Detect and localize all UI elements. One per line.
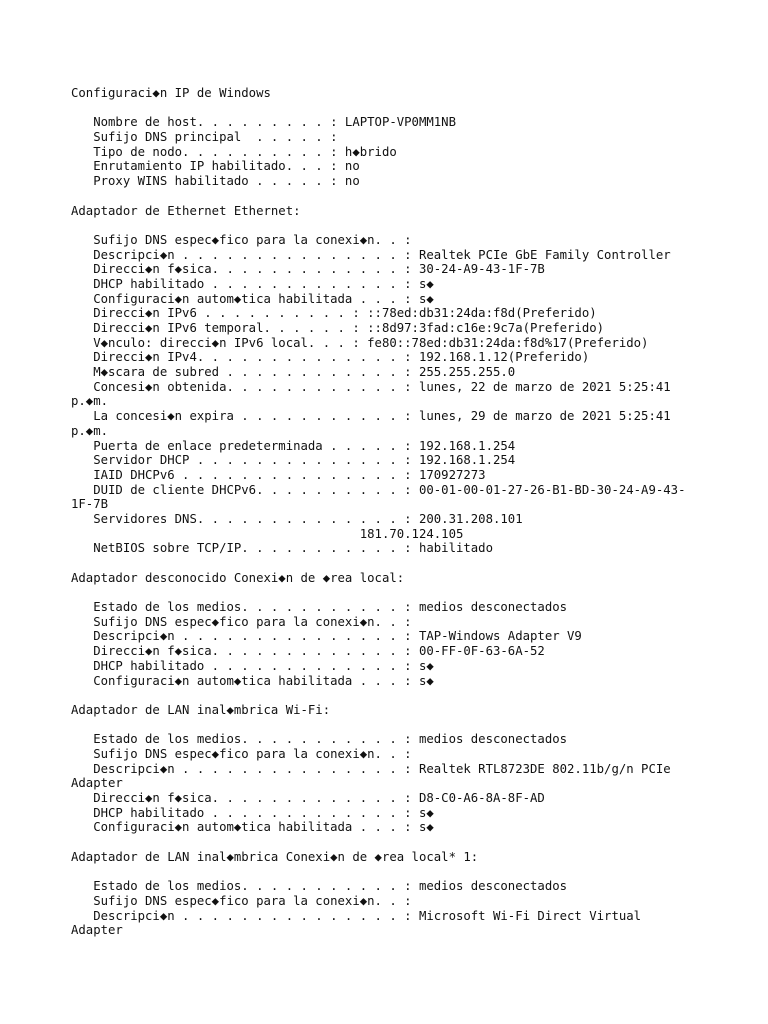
config-line: Servidor DHCP . . . . . . . . . . . . . . : 192.168.1.254 [71, 453, 516, 468]
spacer [71, 189, 761, 204]
node-type-line: Tipo de nodo. . . . . . . . . . : h◆brido [71, 144, 397, 159]
section-header: Adaptador de LAN inal◆mbrica Wi-Fi: [71, 702, 331, 717]
config-line: DHCP habilitado . . . . . . . . . . . . . : s◆ [71, 805, 434, 820]
config-line-wrap: 1F-7B [71, 497, 109, 512]
section-header: Adaptador desconocido Conexi◆n de ◆rea local: [71, 570, 405, 585]
config-line-continued: 181.70.124.105 [71, 526, 464, 541]
config-line: V◆nculo: direcci◆n IPv6 local. . . : fe80::78ed:db31:24da:f8d%17(Preferido) [71, 335, 649, 350]
config-line: Estado de los medios. . . . . . . . . . . : medios desconectados [71, 879, 568, 894]
spacer [71, 718, 761, 733]
spacer [71, 835, 761, 850]
config-line-wrap: p.◆m. [71, 423, 109, 438]
config-line-wrap: Adapter [71, 923, 123, 938]
config-line: Configuraci◆n autom◆tica habilitada . . . : s◆ [71, 820, 434, 835]
ethernet-section [71, 204, 761, 557]
config-line: Sufijo DNS espec◆fico para la conexi◆n. . : [71, 746, 412, 761]
ipconfig-output [71, 86, 761, 938]
config-line: Estado de los medios. . . . . . . . . . . : medios desconectados [71, 600, 568, 615]
config-line: Descripci◆n . . . . . . . . . . . . . . . : Realtek PCIe GbE Family Controller [71, 247, 671, 262]
config-line: Sufijo DNS espec◆fico para la conexi◆n. . : [71, 893, 412, 908]
config-line: La concesi◆n expira . . . . . . . . . . . : lunes, 29 de marzo de 2021 5:25:41 [71, 409, 671, 424]
global-section [71, 115, 761, 188]
config-line: Direcci◆n f◆sica. . . . . . . . . . . . . : 00-FF-0F-63-6A-52 [71, 644, 545, 659]
wins-proxy-line: Proxy WINS habilitado . . . . . : no [71, 174, 360, 189]
config-line: Configuraci◆n autom◆tica habilitada . . . : s◆ [71, 291, 434, 306]
config-line: DHCP habilitado . . . . . . . . . . . . . : s◆ [71, 658, 434, 673]
config-line: Direcci◆n f◆sica. . . . . . . . . . . . . : 30-24-A9-43-1F-7B [71, 262, 545, 277]
spacer [71, 688, 761, 703]
spacer [71, 864, 761, 879]
config-line: Descripci◆n . . . . . . . . . . . . . . . : Microsoft Wi-Fi Direct Virtual [71, 908, 642, 923]
config-line: M◆scara de subred . . . . . . . . . . . . : 255.255.255.0 [71, 365, 516, 380]
config-line-wrap: Adapter [71, 776, 123, 791]
wifi-direct-section [71, 850, 761, 938]
wifi-section [71, 703, 761, 835]
ip-routing-line: Enrutamiento IP habilitado. . . : no [71, 159, 360, 174]
config-line: Direcci◆n IPv4. . . . . . . . . . . . . . : 192.168.1.12(Preferido) [71, 350, 590, 365]
config-line: Servidores DNS. . . . . . . . . . . . . . : 200.31.208.101 [71, 511, 523, 526]
config-line: Descripci◆n . . . . . . . . . . . . . . . : TAP-Windows Adapter V9 [71, 629, 582, 644]
config-line: DUID de cliente DHCPv6. . . . . . . . . . : 00-01-00-01-27-26-B1-BD-30-24-A9-43- [71, 482, 686, 497]
config-line: Concesi◆n obtenida. . . . . . . . . . . . : lunes, 22 de marzo de 2021 5:25:41 [71, 379, 671, 394]
config-line: DHCP habilitado . . . . . . . . . . . . . : s◆ [71, 276, 434, 291]
config-line: Direcci◆n IPv6 temporal. . . . . . : ::8d97:3fad:c16e:9c7a(Preferido) [71, 321, 605, 335]
dns-suffix-line: Sufijo DNS principal . . . . . : [71, 130, 338, 145]
unknown-adapter-section [71, 571, 761, 689]
config-line: Puerta de enlace predeterminada . . . . . : 192.168.1.254 [71, 438, 516, 453]
spacer [71, 101, 761, 116]
section-header: Adaptador de Ethernet Ethernet: [71, 203, 301, 218]
config-line: Sufijo DNS espec◆fico para la conexi◆n. . : [71, 614, 412, 629]
config-line: Descripci◆n . . . . . . . . . . . . . . . : Realtek RTL8723DE 802.11b/g/n PCIe [71, 761, 671, 776]
spacer [71, 218, 761, 233]
config-line: Estado de los medios. . . . . . . . . . . : medios desconectados [71, 732, 568, 747]
config-line: NetBIOS sobre TCP/IP. . . . . . . . . . . : habilitado [71, 541, 493, 556]
host-line: Nombre de host. . . . . . . . . : LAPTOP-VP0MM1NB [71, 115, 456, 130]
config-line: Direcci◆n IPv6 . . . . . . . . . . : ::78ed:db31:24da:f8d(Preferido) [71, 306, 597, 321]
page-title: Configuraci◆n IP de Windows [71, 86, 271, 100]
config-line: IAID DHCPv6 . . . . . . . . . . . . . . . : 170927273 [71, 467, 486, 482]
config-line-wrap: p.◆m. [71, 394, 109, 409]
config-line: Configuraci◆n autom◆tica habilitada . . . : s◆ [71, 673, 434, 688]
config-line: Direcci◆n f◆sica. . . . . . . . . . . . . : D8-C0-A6-8A-8F-AD [71, 791, 545, 805]
spacer [71, 585, 761, 600]
spacer [71, 556, 761, 571]
section-header: Adaptador de LAN inal◆mbrica Conexi◆n de ◆rea local* 1: [71, 849, 479, 864]
config-line: Sufijo DNS espec◆fico para la conexi◆n. . : [71, 232, 412, 247]
